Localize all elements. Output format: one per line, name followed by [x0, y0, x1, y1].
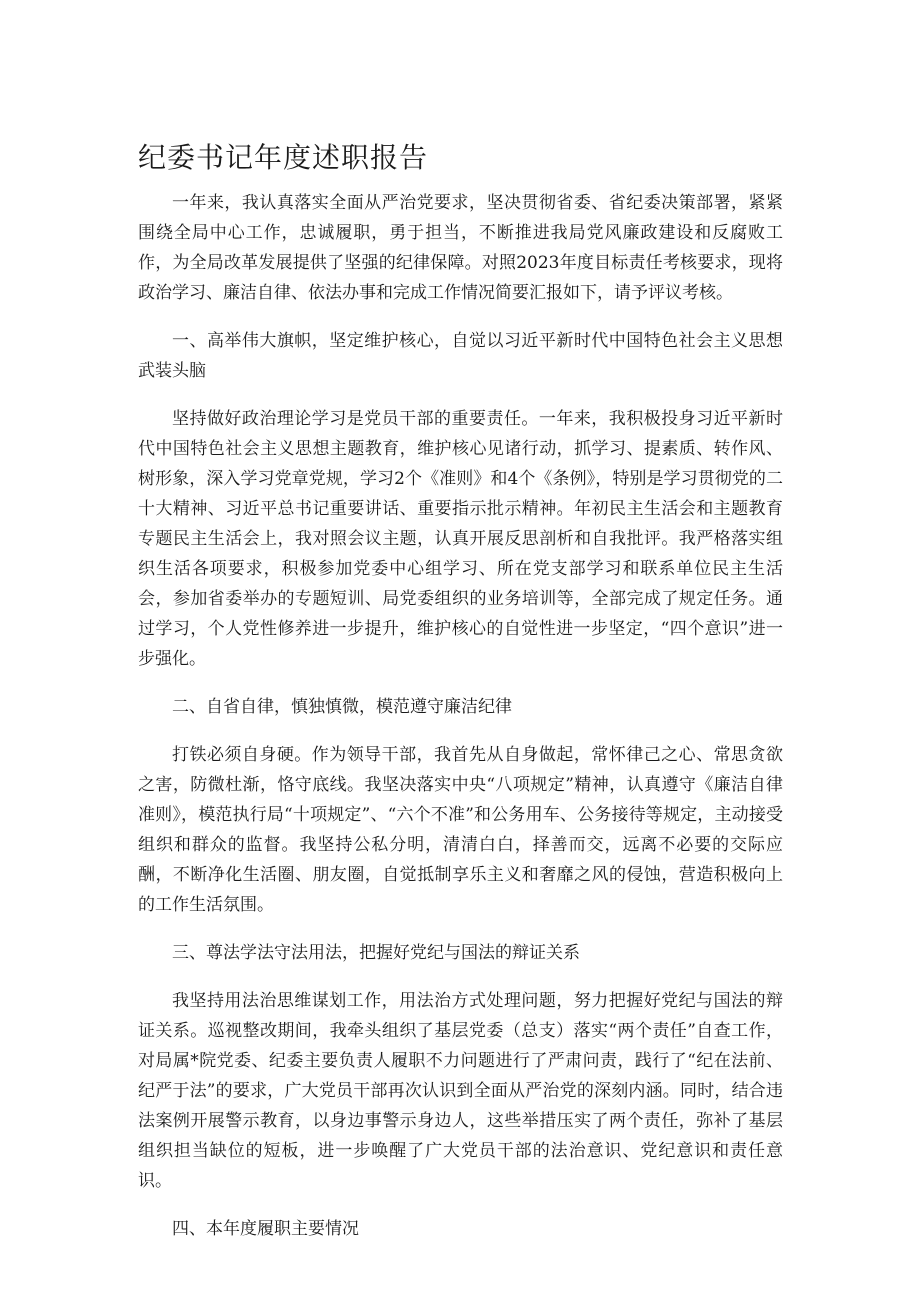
section-heading-4: 四、本年度履职主要情况 [172, 1219, 359, 1239]
section-body-1: 坚持做好政治理论学习是党员干部的重要责任。一年来，我积极投身习近平新时代中国特色社会主义思想主题教育，维护核心见诸行动，抓学习、提素质、转作风、树形象，深入学习党章党规，学习2个《准则》和4个《条例》，特别是学习贯彻党的二十大精神、习近平总书记重要讲话、重要指示批示精神。年初民主生活会和主题教育专题民主生活会上，我对照会议主题，认真开展反思剖析和自我批评。我严格落实组织生活各项要求，积极参加党委中心组学习、所在党支部学习和联系单位民主生活会，参加省委举办的专题短训、局党委组织的业务培训等，全部完成了规定任务。通过学习，个人党性修养进一步提升，维护核心的自觉性进一步坚定，“四个意识”进一步强化。 [138, 409, 783, 669]
section-heading-2: 二、自省自律，慎独慎微，模范遵守廉洁纪律 [172, 697, 512, 717]
intro-paragraph: 一年来，我认真落实全面从严治党要求，坚决贯彻省委、省纪委决策部署，紧紧围绕全局中心工作，忠诚履职，勇于担当，不断推进我局党风廉政建设和反腐败工作，为全局改革发展提供了坚强的纪律保障。对照2023年度目标责任考核要求，现将政治学习、廉洁自律、依法办事和完成工作情况简要汇报如下，请予评议考核。 [138, 193, 783, 303]
document-page [138, 138, 783, 1262]
section-heading-3: 三、尊法学法守法用法，把握好党纪与国法的辩证关系 [172, 943, 580, 963]
section-body-2: 打铁必须自身硬。作为领导干部，我首先从自身做起，常怀律己之心、常思贪欲之害，防微杜渐，恪守底线。我坚决落实中央“八项规定”精神，认真遵守《廉洁自律准则》，模范执行局“十项规定”、“六个不准”和公务用车、公务接待等规定，主动接受组织和群众的监督。我坚持公私分明，清清白白，择善而交，远离不必要的交际应酬，不断净化生活圈、朋友圈，自觉抵制享乐主义和奢靡之风的侵蚀，营造积极向上的工作生活氛围。 [138, 745, 783, 915]
section-body-3: 我坚持用法治思维谋划工作，用法治方式处理问题，努力把握好党纪与国法的辩证关系。巡视整改期间，我牵头组织了基层党委（总支）落实“两个责任”自查工作，对局属*院党委、纪委主要负责人履职不力问题进行了严肃问责，践行了“纪在法前、纪严于法”的要求，广大党员干部再次认识到全面从严治党的深刻内涵。同时，结合违法案例开展警示教育，以身边事警示身边人，这些举措压实了两个责任，弥补了基层组织担当缺位的短板，进一步唤醒了广大党员干部的法治意识、党纪意识和责任意识。 [138, 991, 783, 1191]
document-title: 纪委书记年度述职报告 [138, 141, 429, 174]
section-heading-1: 一、高举伟大旗帜，坚定维护核心，自觉以习近平新时代中国特色社会主义思想武装头脑 [138, 331, 783, 381]
